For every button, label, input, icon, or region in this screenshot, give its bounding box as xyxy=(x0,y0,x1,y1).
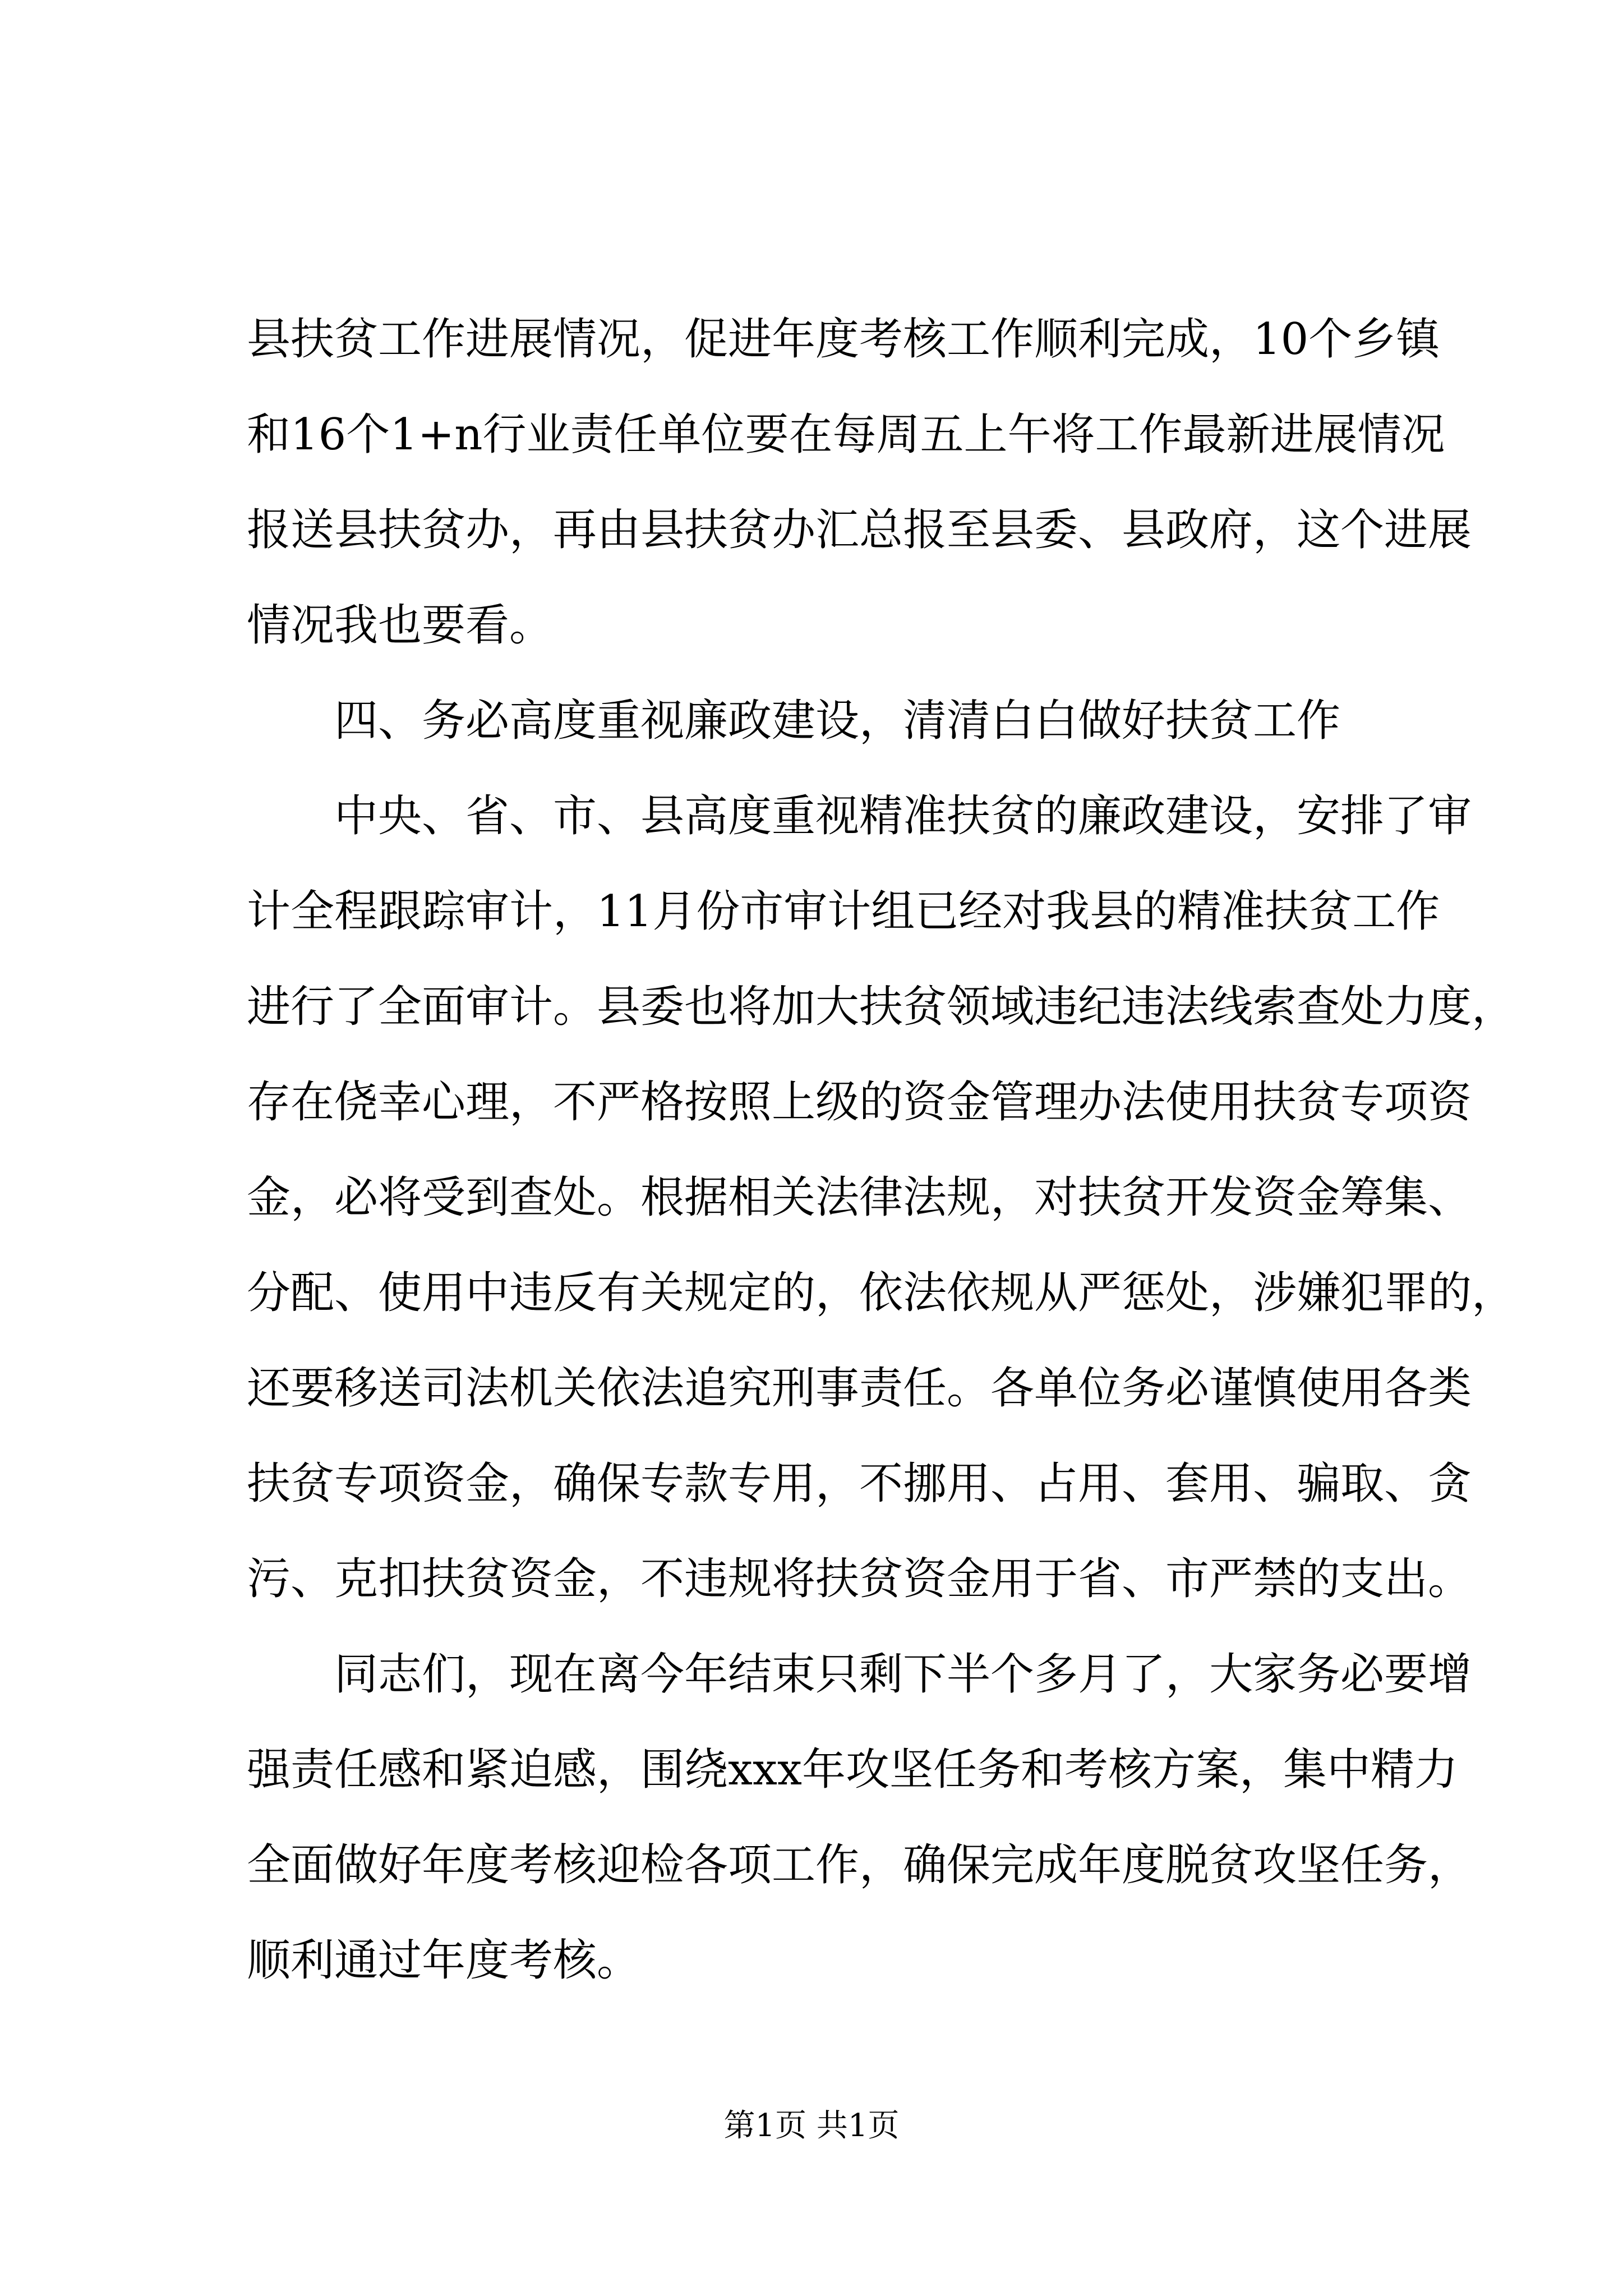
text-line: 分配、使用中违反有关规定的，依法依规从严惩处，涉嫌犯罪的， xyxy=(247,1268,1516,1318)
text-line: 扶贫专项资金，确保专款专用，不挪用、占用、套用、骗取、贪 xyxy=(247,1458,1472,1509)
text-line: 情况我也要看。 xyxy=(247,600,554,651)
text-line: 报送县扶贫办，再由县扶贫办汇总报至县委、县政府，这个进展 xyxy=(247,505,1472,555)
text-line: 计全程跟踪审计，11月份市审计组已经对我县的精准扶贫工作 xyxy=(247,886,1440,937)
text-line: 顺利通过年度考核。 xyxy=(247,1935,641,1986)
text-line: 县扶贫工作进展情况，促进年度考核工作顺利完成，10个乡镇 xyxy=(247,314,1440,365)
section-heading: 四、务必高度重视廉政建设，清清白白做好扶贫工作 xyxy=(334,696,1341,746)
text-line: 全面做好年度考核迎检各项工作，确保完成年度脱贫攻坚任务， xyxy=(247,1840,1472,1890)
text-line: 金，必将受到查处。根据相关法律法规，对扶贫开发资金筹集、 xyxy=(247,1172,1472,1223)
text-line: 污、克扣扶贫资金，不违规将扶贫资金用于省、市严禁的支出。 xyxy=(247,1554,1472,1604)
document-body xyxy=(247,292,1516,2008)
text-line: 强责任感和紧迫感，围绕xxx年攻坚任务和考核方案，集中精力 xyxy=(247,1745,1458,1795)
text-line: 中央、省、市、县高度重视精准扶贫的廉政建设，安排了审 xyxy=(334,791,1472,841)
text-line: 进行了全面审计。县委也将加大扶贫领域违纪违法线索查处力度， xyxy=(247,982,1516,1032)
text-line: 和16个1+n行业责任单位要在每周五上午将工作最新进展情况 xyxy=(247,409,1445,460)
text-line: 同志们，现在离今年结束只剩下半个多月了，大家务必要增 xyxy=(334,1649,1472,1700)
text-line: 存在侥幸心理，不严格按照上级的资金管理办法使用扶贫专项资 xyxy=(247,1077,1472,1128)
page-number-footer: 第1页 共1页 xyxy=(723,2108,900,2144)
text-line: 还要移送司法机关依法追究刑事责任。各单位务必谨慎使用各类 xyxy=(247,1363,1472,1414)
